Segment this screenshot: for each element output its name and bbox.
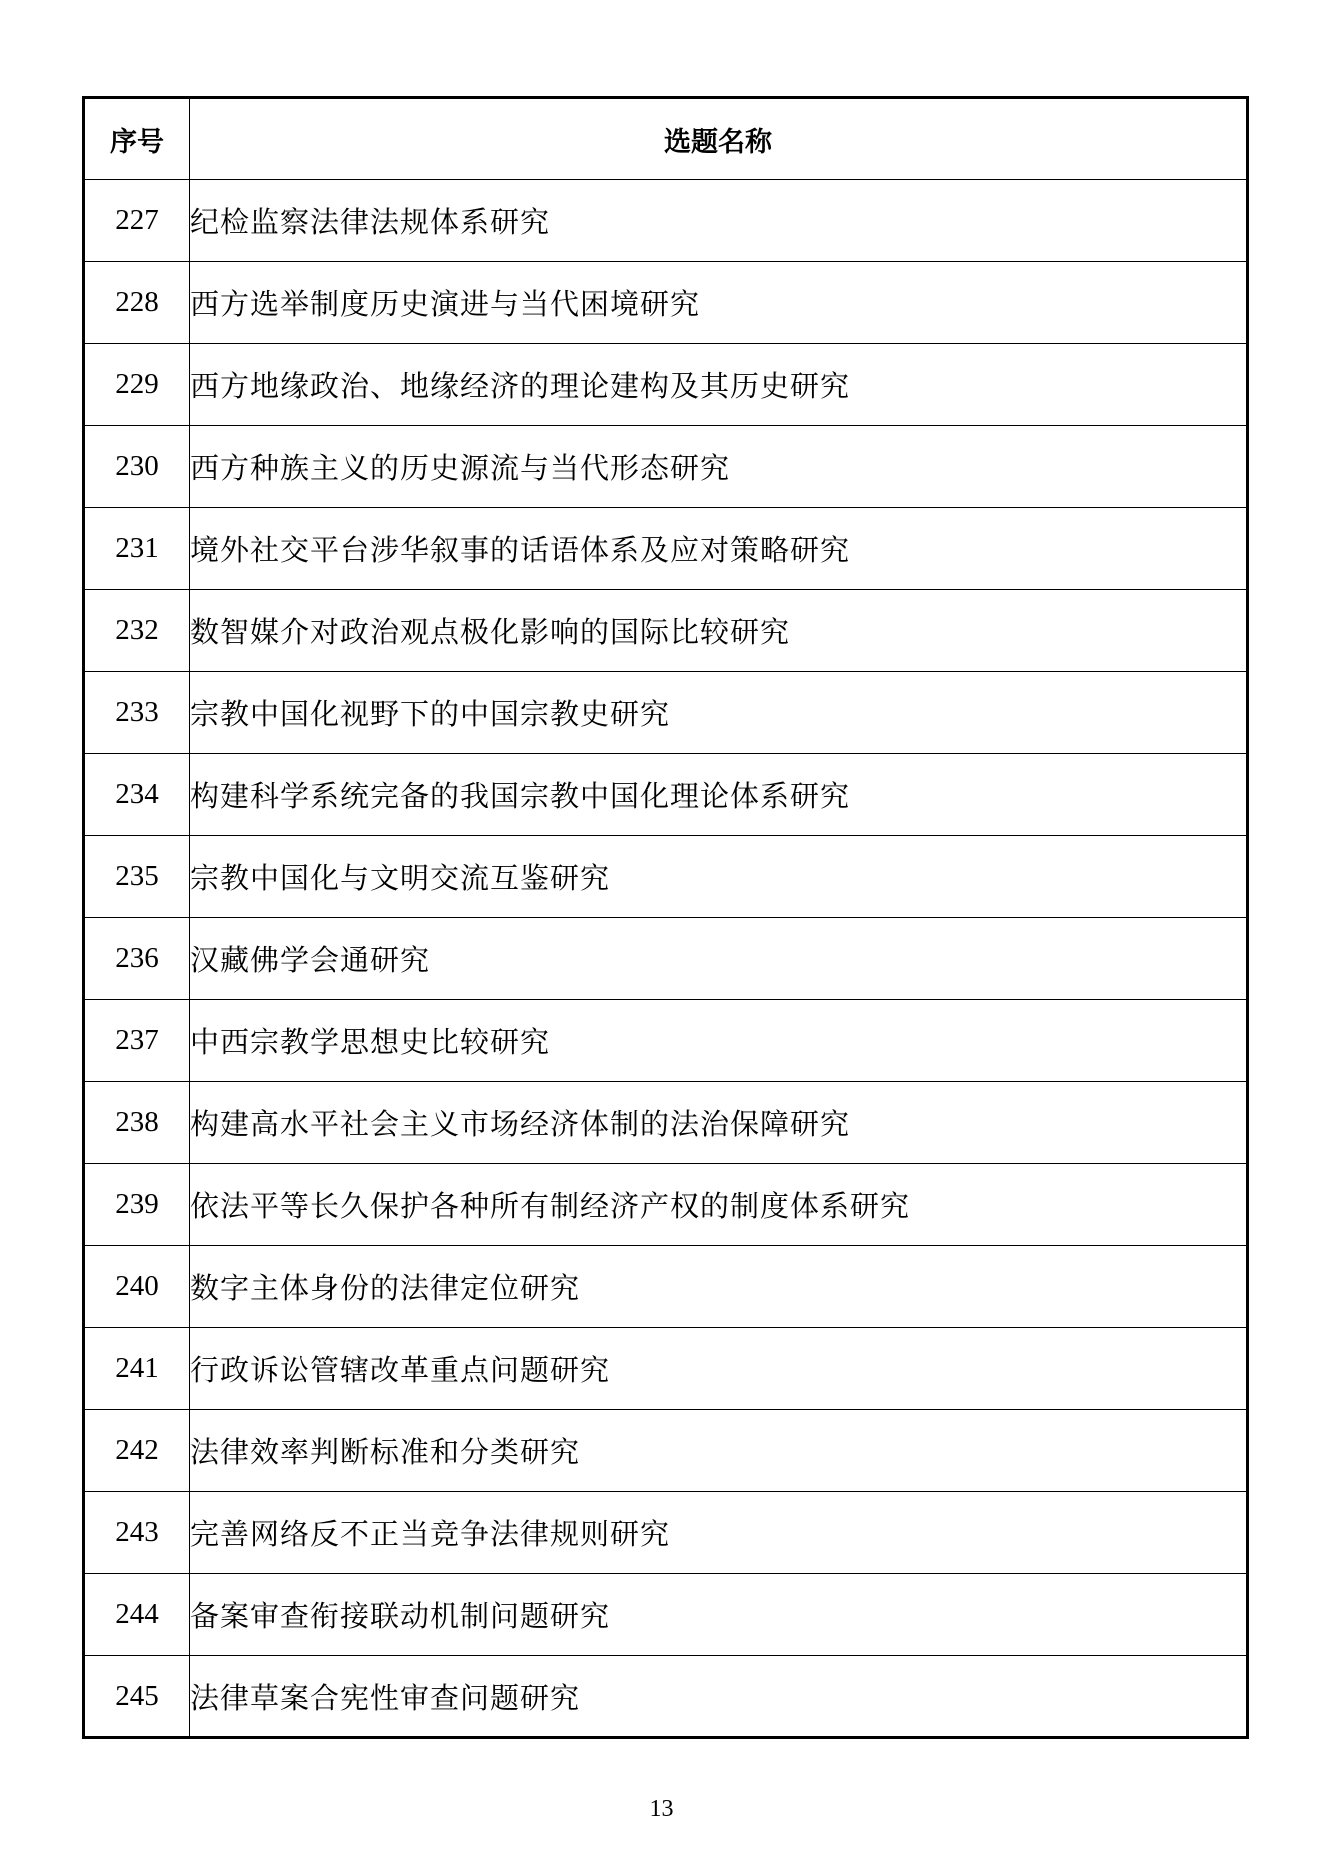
serial-number-cell: 242: [84, 1410, 190, 1492]
table-row: [84, 1000, 1248, 1082]
table-row: [84, 1656, 1248, 1738]
topic-title-cell: 纪检监察法律法规体系研究: [190, 180, 1248, 262]
topics-table: [82, 96, 1249, 1739]
table-row: [84, 1492, 1248, 1574]
table-row: [84, 918, 1248, 1000]
table-row: [84, 1410, 1248, 1492]
serial-number-cell: 228: [84, 262, 190, 344]
topic-title-cell: 西方地缘政治、地缘经济的理论建构及其历史研究: [190, 344, 1248, 426]
topic-title-cell: 法律草案合宪性审查问题研究: [190, 1656, 1248, 1738]
serial-number-cell: 244: [84, 1574, 190, 1656]
table-row: [84, 344, 1248, 426]
topic-title-cell: 法律效率判断标准和分类研究: [190, 1410, 1248, 1492]
serial-number-cell: 237: [84, 1000, 190, 1082]
serial-number-cell: 236: [84, 918, 190, 1000]
topic-title-cell: 构建高水平社会主义市场经济体制的法治保障研究: [190, 1082, 1248, 1164]
header-topic-title: 选题名称: [190, 98, 1248, 180]
table-row: [84, 1574, 1248, 1656]
table-row: [84, 508, 1248, 590]
serial-number-cell: 232: [84, 590, 190, 672]
serial-number-cell: 233: [84, 672, 190, 754]
topic-title-cell: 宗教中国化与文明交流互鉴研究: [190, 836, 1248, 918]
serial-number-cell: 240: [84, 1246, 190, 1328]
table-row: [84, 672, 1248, 754]
serial-number-cell: 231: [84, 508, 190, 590]
topic-title-cell: 依法平等长久保护各种所有制经济产权的制度体系研究: [190, 1164, 1248, 1246]
page-number: 13: [649, 1796, 674, 1822]
topic-title-cell: 汉藏佛学会通研究: [190, 918, 1248, 1000]
topic-title-cell: 行政诉讼管辖改革重点问题研究: [190, 1328, 1248, 1410]
table-row: [84, 1082, 1248, 1164]
serial-number-cell: 229: [84, 344, 190, 426]
table-row: [84, 590, 1248, 672]
topic-title-cell: 西方种族主义的历史源流与当代形态研究: [190, 426, 1248, 508]
topic-title-cell: 宗教中国化视野下的中国宗教史研究: [190, 672, 1248, 754]
table-row: [84, 1246, 1248, 1328]
topic-title-cell: 数智媒介对政治观点极化影响的国际比较研究: [190, 590, 1248, 672]
topic-title-cell: 数字主体身份的法律定位研究: [190, 1246, 1248, 1328]
serial-number-cell: 243: [84, 1492, 190, 1574]
table-body: [84, 180, 1248, 1738]
header-serial-number: 序号: [84, 98, 190, 180]
topic-title-cell: 完善网络反不正当竞争法律规则研究: [190, 1492, 1248, 1574]
topic-title-cell: 构建科学系统完备的我国宗教中国化理论体系研究: [190, 754, 1248, 836]
table-row: [84, 262, 1248, 344]
topic-title-cell: 境外社交平台涉华叙事的话语体系及应对策略研究: [190, 508, 1248, 590]
serial-number-cell: 238: [84, 1082, 190, 1164]
table-row: [84, 1164, 1248, 1246]
serial-number-cell: 234: [84, 754, 190, 836]
table-row: [84, 426, 1248, 508]
topic-title-cell: 备案审查衔接联动机制问题研究: [190, 1574, 1248, 1656]
table-header-row: [84, 98, 1248, 180]
serial-number-cell: 239: [84, 1164, 190, 1246]
topic-title-cell: 中西宗教学思想史比较研究: [190, 1000, 1248, 1082]
table-row: [84, 1328, 1248, 1410]
topic-title-cell: 西方选举制度历史演进与当代困境研究: [190, 262, 1248, 344]
serial-number-cell: 241: [84, 1328, 190, 1410]
table-row: [84, 754, 1248, 836]
serial-number-cell: 227: [84, 180, 190, 262]
serial-number-cell: 235: [84, 836, 190, 918]
table-row: [84, 836, 1248, 918]
serial-number-cell: 245: [84, 1656, 190, 1738]
table-row: [84, 180, 1248, 262]
serial-number-cell: 230: [84, 426, 190, 508]
